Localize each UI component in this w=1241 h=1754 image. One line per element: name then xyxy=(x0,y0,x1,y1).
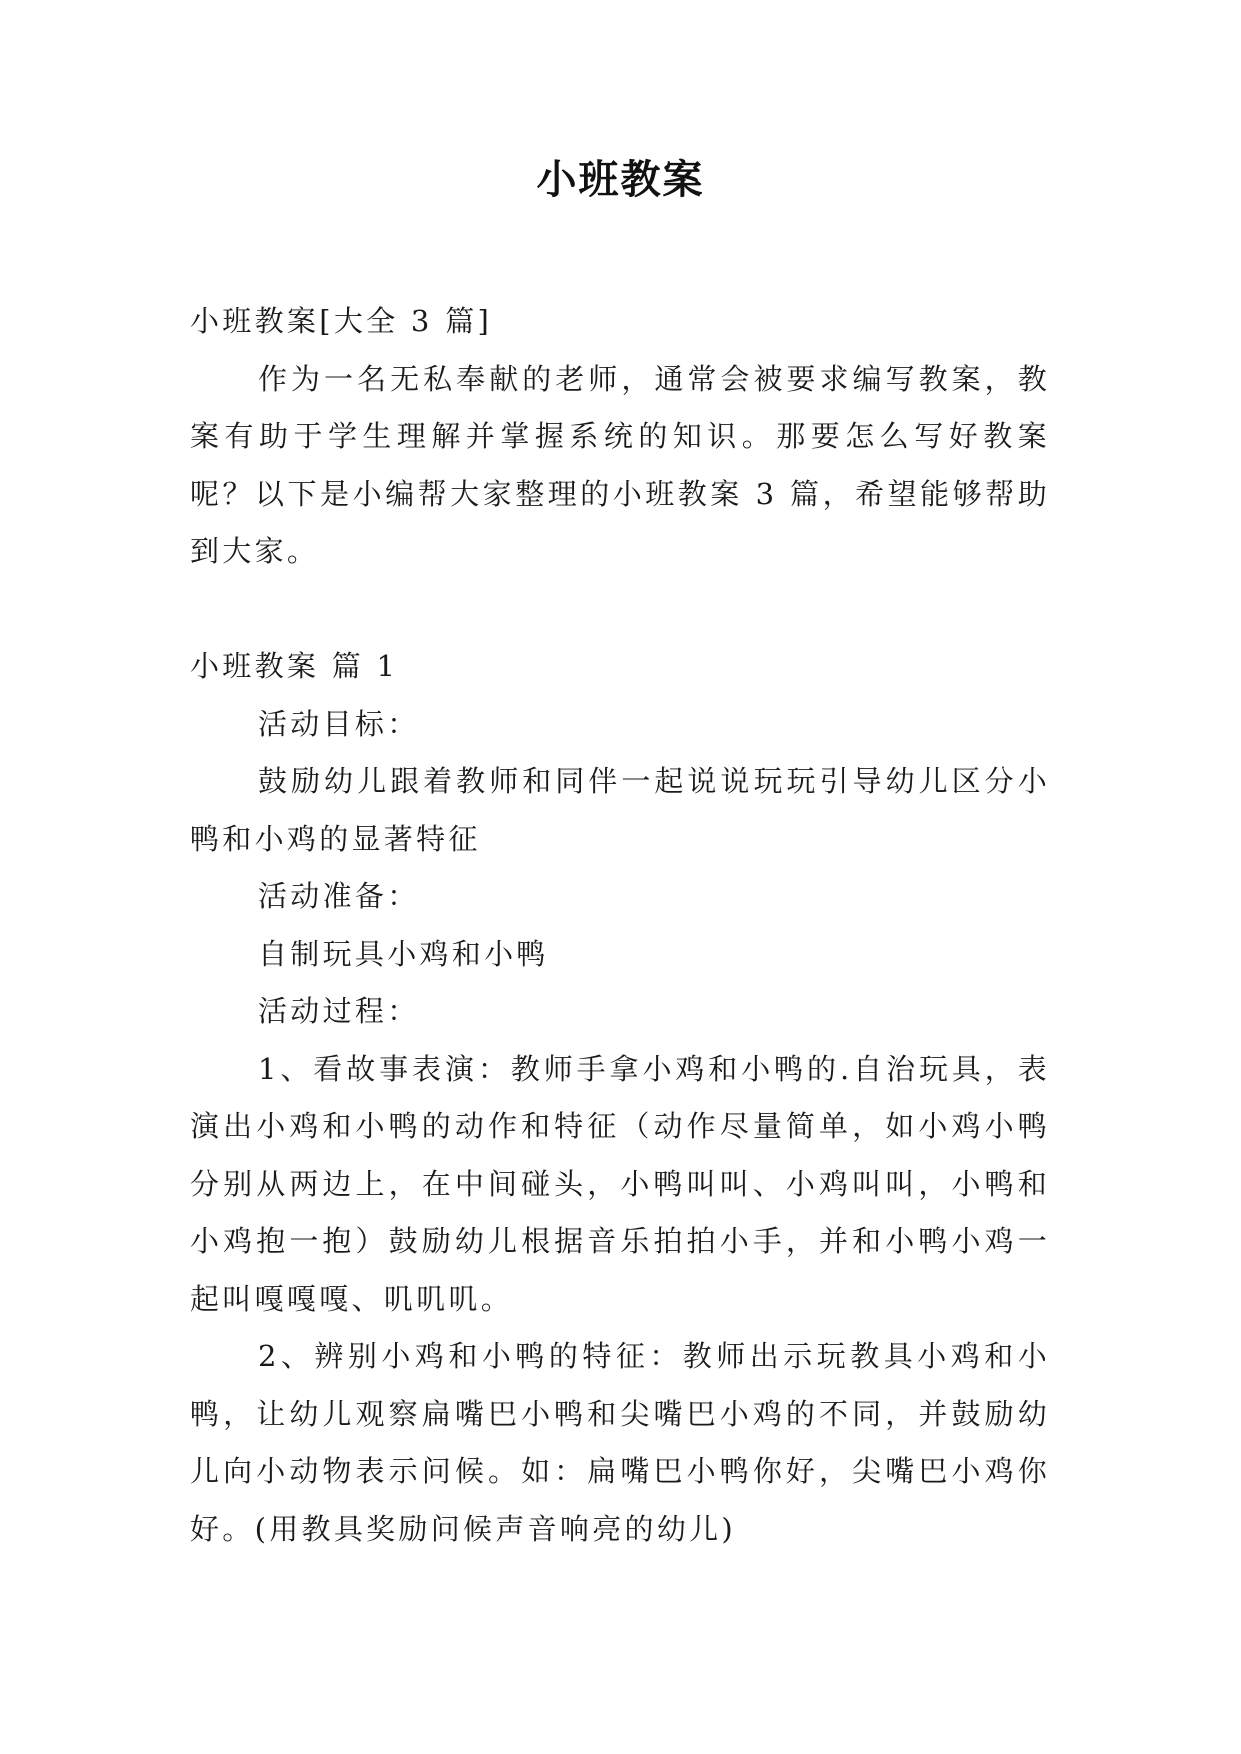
document-subtitle: 小班教案[大全 3 篇] xyxy=(190,304,493,338)
process-label: 活动过程： xyxy=(258,994,420,1028)
goal-label: 活动目标： xyxy=(258,706,420,741)
section-spacer xyxy=(190,581,1050,639)
section-heading: 小班教案 篇 1 xyxy=(190,649,399,683)
goal-text: 鼓励幼儿跟着教师和同伴一起说说玩玩引导幼儿区分小鸭和小鸡的显著特征 xyxy=(190,764,1050,856)
prep-label: 活动准备： xyxy=(258,879,420,913)
prep-text: 自制玩具小鸡和小鸭 xyxy=(258,936,549,971)
document-body xyxy=(190,293,1050,1558)
intro-paragraph: 作为一名无私奉献的老师，通常会被要求编写教案，教案有助于学生理解并掌握系统的知识。那要怎么写好教案呢？以下是小编帮大家整理的小班教案 3 篇，希望能够帮助到大家。 xyxy=(190,361,1050,568)
step-1-paragraph: 1、看故事表演：教师手拿小鸡和小鸭的.自治玩具，表演出小鸡和小鸭的动作和特征（动作尽量简单，如小鸡小鸭分别从两边上，在中间碰头，小鸭叫叫、小鸡叫叫，小鸭和小鸡抱一抱）鼓励幼儿根据音乐拍拍小手，并和小鸭小鸡一起叫嘎嘎嘎、叽叽叽。 xyxy=(190,1051,1050,1316)
document-title: 小班教案 xyxy=(536,157,705,203)
step-2-paragraph: 2、辨别小鸡和小鸭的特征：教师出示玩教具小鸡和小鸭，让幼儿观察扁嘴巴小鸭和尖嘴巴小鸡的不同，并鼓励幼儿向小动物表示问候。如：扁嘴巴小鸭你好，尖嘴巴小鸡你好。(用教具奖励问候声音响亮的幼儿) xyxy=(190,1339,1050,1546)
